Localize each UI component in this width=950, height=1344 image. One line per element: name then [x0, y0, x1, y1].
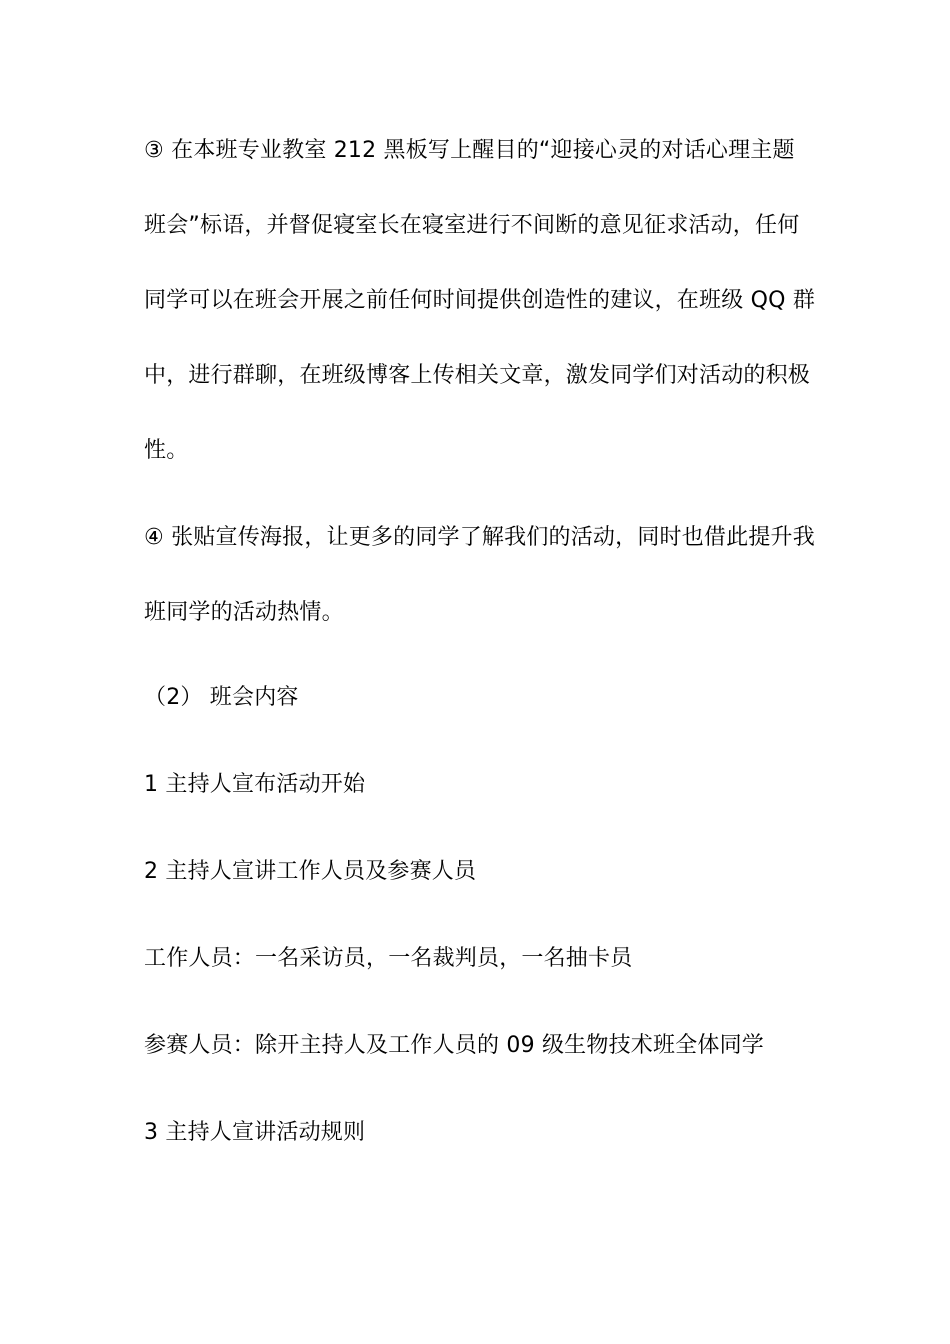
paragraph-item3-line-1: ③ 在本班专业教室 212 黑板写上醒目的“迎接心灵的对话心理主题 [144, 138, 795, 163]
participants-line: 参赛人员：除开主持人及工作人员的 09 级生物技术班全体同学 [144, 1033, 764, 1058]
step-3-line: 3 主持人宣讲活动规则 [144, 1120, 366, 1145]
paragraph-item3-line-4: 中，进行群聊，在班级博客上传相关文章，激发同学们对活动的积极 [144, 363, 811, 388]
step-1-line: 1 主持人宣布活动开始 [144, 772, 366, 797]
paragraph-item4-line-1: ④ 张贴宣传海报，让更多的同学了解我们的活动，同时也借此提升我 [144, 525, 815, 550]
step-2-line: 2 主持人宣讲工作人员及参赛人员 [144, 859, 477, 884]
staff-line: 工作人员：一名采访员，一名裁判员，一名抽卡员 [144, 946, 633, 971]
paragraph-item3-line-3: 同学可以在班会开展之前任何时间提供创造性的建议，在班级 QQ 群 [144, 288, 816, 313]
paragraph-item3-line-5: 性。 [144, 438, 189, 463]
paragraph-item3-line-2: 班会”标语，并督促寝室长在寝室进行不间断的意见征求活动，任何 [144, 213, 800, 238]
paragraph-item4-line-2: 班同学的活动热情。 [144, 600, 344, 625]
section-heading-class-meeting-content: （2） 班会内容 [144, 685, 299, 710]
